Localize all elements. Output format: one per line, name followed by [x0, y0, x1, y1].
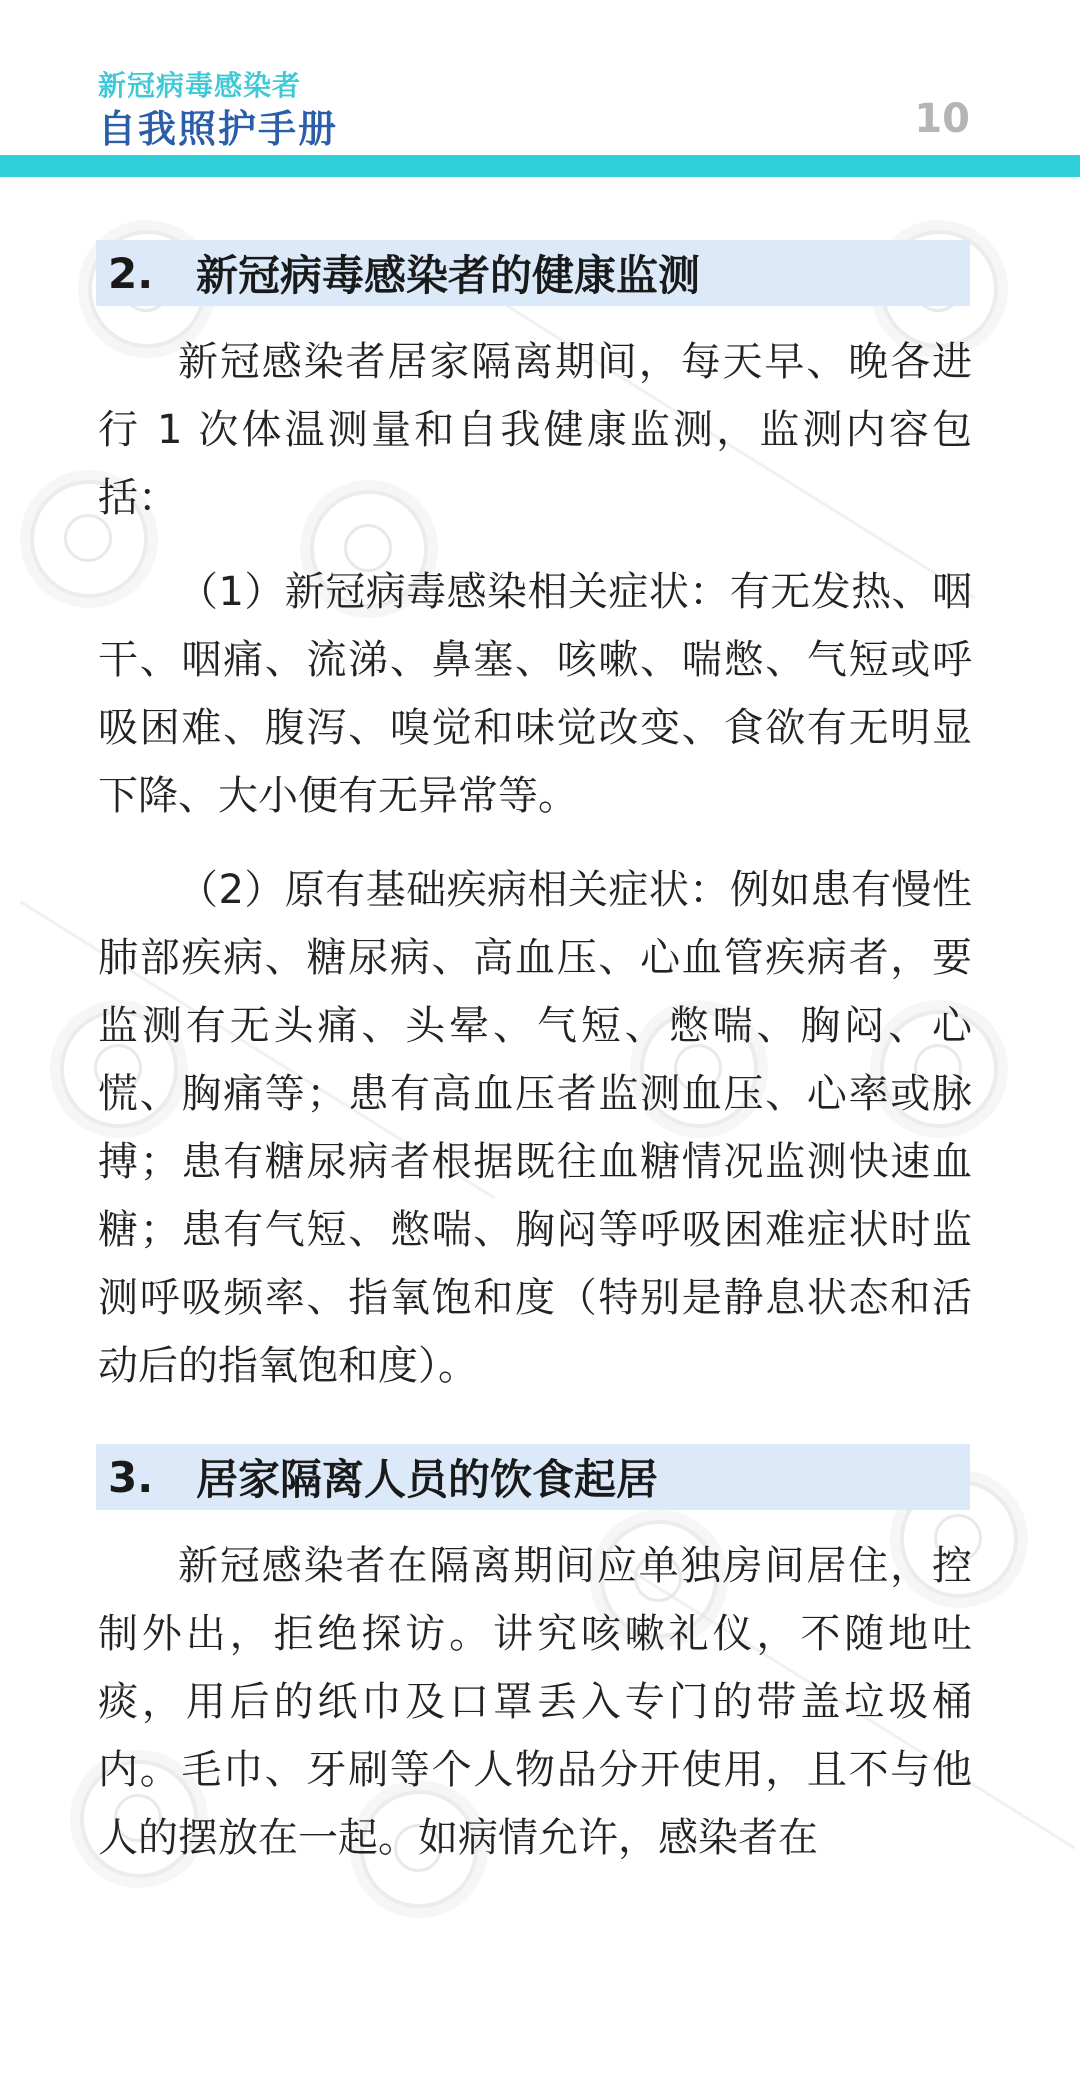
header-accent-bar — [0, 155, 1080, 177]
brand-subtitle: 新冠病毒感染者 — [98, 69, 302, 102]
section-number: 3. — [108, 1452, 154, 1502]
section-title: 居家隔离人员的饮食起居 — [196, 1455, 659, 1504]
brand-title: 自我照护手册 — [98, 107, 339, 151]
section-number: 2. — [108, 248, 154, 298]
section-heading — [96, 240, 970, 306]
paragraph: （1）新冠病毒感染相关症状：有无发热、咽干、咽痛、流涕、鼻塞、咳嗽、喘憋、气短或呼吸困难、腹泻、嗅觉和味觉改变、食欲有无明显下降、大小便有无异常等。 — [98, 569, 972, 819]
section-title: 新冠病毒感染者的健康监测 — [196, 251, 701, 300]
page-header — [0, 0, 1080, 180]
paragraph: 新冠感染者在隔离期间应单独房间居住，控制外出，拒绝探访。讲究咳嗽礼仪，不随地吐痰，用后的纸巾及口罩丢入专门的带盖垃圾桶内。毛巾、牙刷等个人物品分开使用，且不与他人的摆放在一起。如病情允许，感染者在 — [98, 1543, 972, 1861]
section-heading — [96, 1444, 970, 1510]
paragraph: （2）原有基础疾病相关症状：例如患有慢性肺部疾病、糖尿病、高血压、心血管疾病者，要监测有无头痛、头晕、气短、憋喘、胸闷、心慌、胸痛等；患有高血压者监测血压、心率或脉搏；患有糖尿病者根据既往血糖情况监测快速血糖；患有气短、憋喘、胸闷等呼吸困难症状时监测呼吸频率、指氧饱和度（特别是静息状态和活动后的指氧饱和度）。 — [98, 867, 972, 1389]
paragraph: 新冠感染者居家隔离期间，每天早、晚各进行 1 次体温测量和自我健康监测，监测内容包括： — [98, 339, 972, 521]
page-number: 10 — [914, 96, 970, 142]
page-content — [98, 240, 972, 1872]
